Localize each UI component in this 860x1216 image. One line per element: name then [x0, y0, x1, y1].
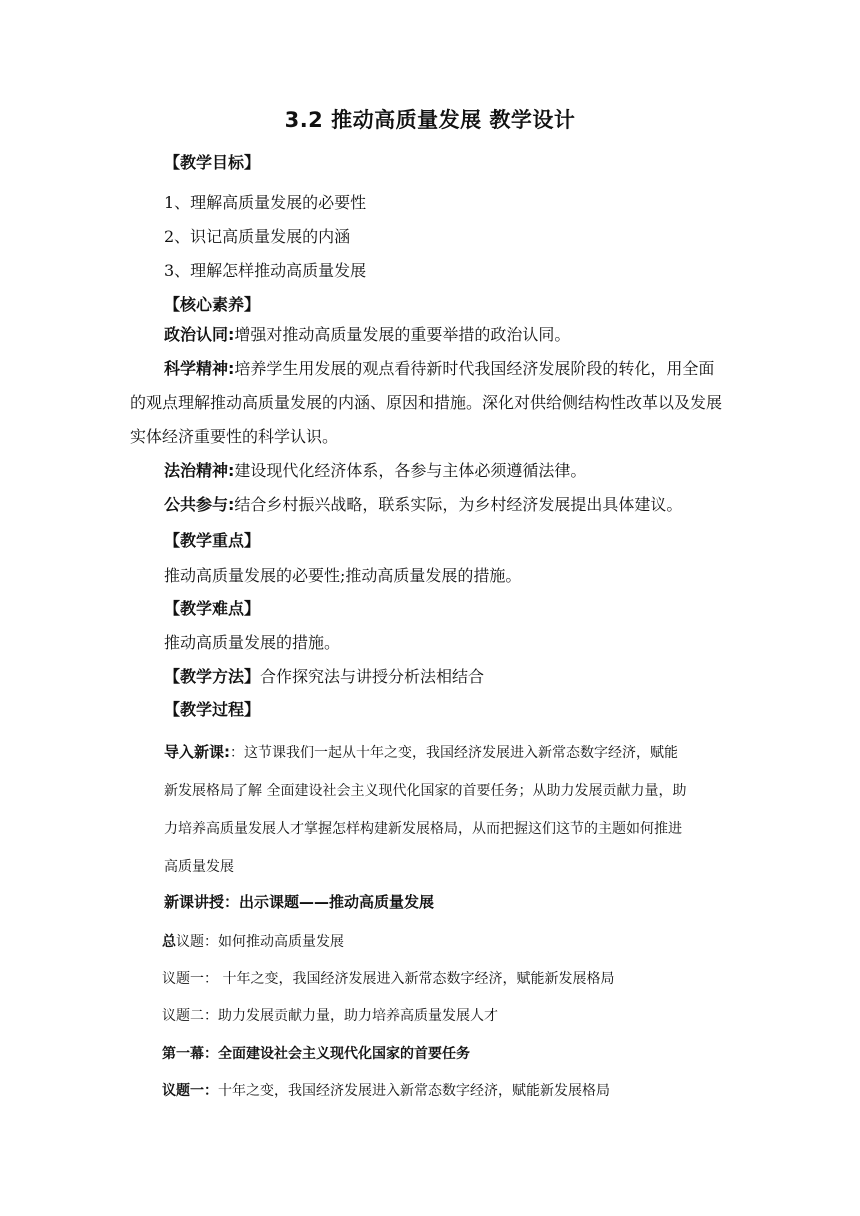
key-points-text: 推动高质量发展的必要性;推动高质量发展的措施。	[164, 566, 522, 585]
process-heading: 【教学过程】	[164, 700, 261, 719]
core-label: 公共参与:	[164, 495, 235, 514]
total-topic-prefix: 总	[162, 934, 176, 950]
document-title: 3.2 推动高质量发展 教学设计	[284, 108, 576, 132]
intro-label: 导入新课:	[164, 743, 230, 761]
total-topic-line	[162, 931, 344, 951]
core-item-law	[130, 454, 730, 488]
intro-text: ：这节课我们一起从十年之变，我国经济发展进入新常态数字经济，赋能	[230, 745, 678, 761]
core-text: 建设现代化经济体系，各参与主体必须遵循法律。	[234, 461, 587, 480]
intro-line-3: 力培养高质量发展人才掌握怎样构建新发展格局，从而把握这们这节的主题如何推进	[164, 821, 682, 837]
difficulties-text: 推动高质量发展的措施。	[164, 633, 341, 652]
methods-heading: 【教学方法】	[164, 667, 261, 686]
core-label: 科学精神:	[164, 359, 235, 378]
core-text: 结合乡村振兴战略，联系实际，为乡村经济发展提出具体建议。	[234, 495, 683, 514]
objective-item: 1、理解高质量发展的必要性	[164, 193, 367, 212]
total-topic-text: 议题：如何推动高质量发展	[176, 934, 344, 950]
objective-item: 2、识记高质量发展的内涵	[164, 227, 351, 246]
core-text: 增强对推动高质量发展的重要举措的政治认同。	[234, 325, 571, 344]
objectives-heading: 【教学目标】	[164, 153, 261, 172]
difficulties-heading: 【教学难点】	[164, 599, 261, 618]
topic2-line: 议题二：助力发展贡献力量，助力培养高质量发展人才	[162, 1008, 498, 1024]
core-text: 培养学生用发展的观点看待新时代我国经济发展阶段的转化，用全面的观点理解推动高质量发展的内涵、原因和措施。深化对供给侧结构性改革以及发展实体经济重要性的科学认识。	[130, 359, 723, 446]
core-literacy-heading: 【核心素养】	[164, 295, 261, 314]
core-label: 法治精神:	[164, 461, 235, 480]
topic1b-line	[162, 1080, 610, 1100]
new-lesson-line: 新课讲授：出示课题——推动高质量发展	[164, 893, 435, 911]
topic1-line: 议题一： 十年之变，我国经济发展进入新常态数字经济，赋能新发展格局	[162, 971, 615, 987]
topic1b-text: 十年之变，我国经济发展进入新常态数字经济，赋能新发展格局	[218, 1083, 610, 1099]
methods-text: 合作探究法与讲授分析法相结合	[260, 667, 485, 686]
key-points-heading: 【教学重点】	[164, 531, 261, 550]
core-literacy-list	[130, 318, 730, 522]
methods-line	[164, 664, 484, 687]
intro-line-4: 高质量发展	[164, 859, 234, 875]
core-item-participation	[130, 488, 730, 522]
act1-line: 第一幕：全面建设社会主义现代化国家的首要任务	[162, 1046, 470, 1062]
intro-line-1	[164, 741, 678, 762]
objective-item: 3、理解怎样推动高质量发展	[164, 261, 367, 280]
core-label: 政治认同:	[164, 325, 235, 344]
intro-line-2: 新发展格局了解 全面建设社会主义现代化国家的首要任务；从助力发展贡献力量，助	[164, 783, 687, 799]
topic1b-label: 议题一：	[162, 1083, 218, 1099]
core-item-science	[130, 352, 730, 454]
core-item-political	[130, 318, 730, 352]
